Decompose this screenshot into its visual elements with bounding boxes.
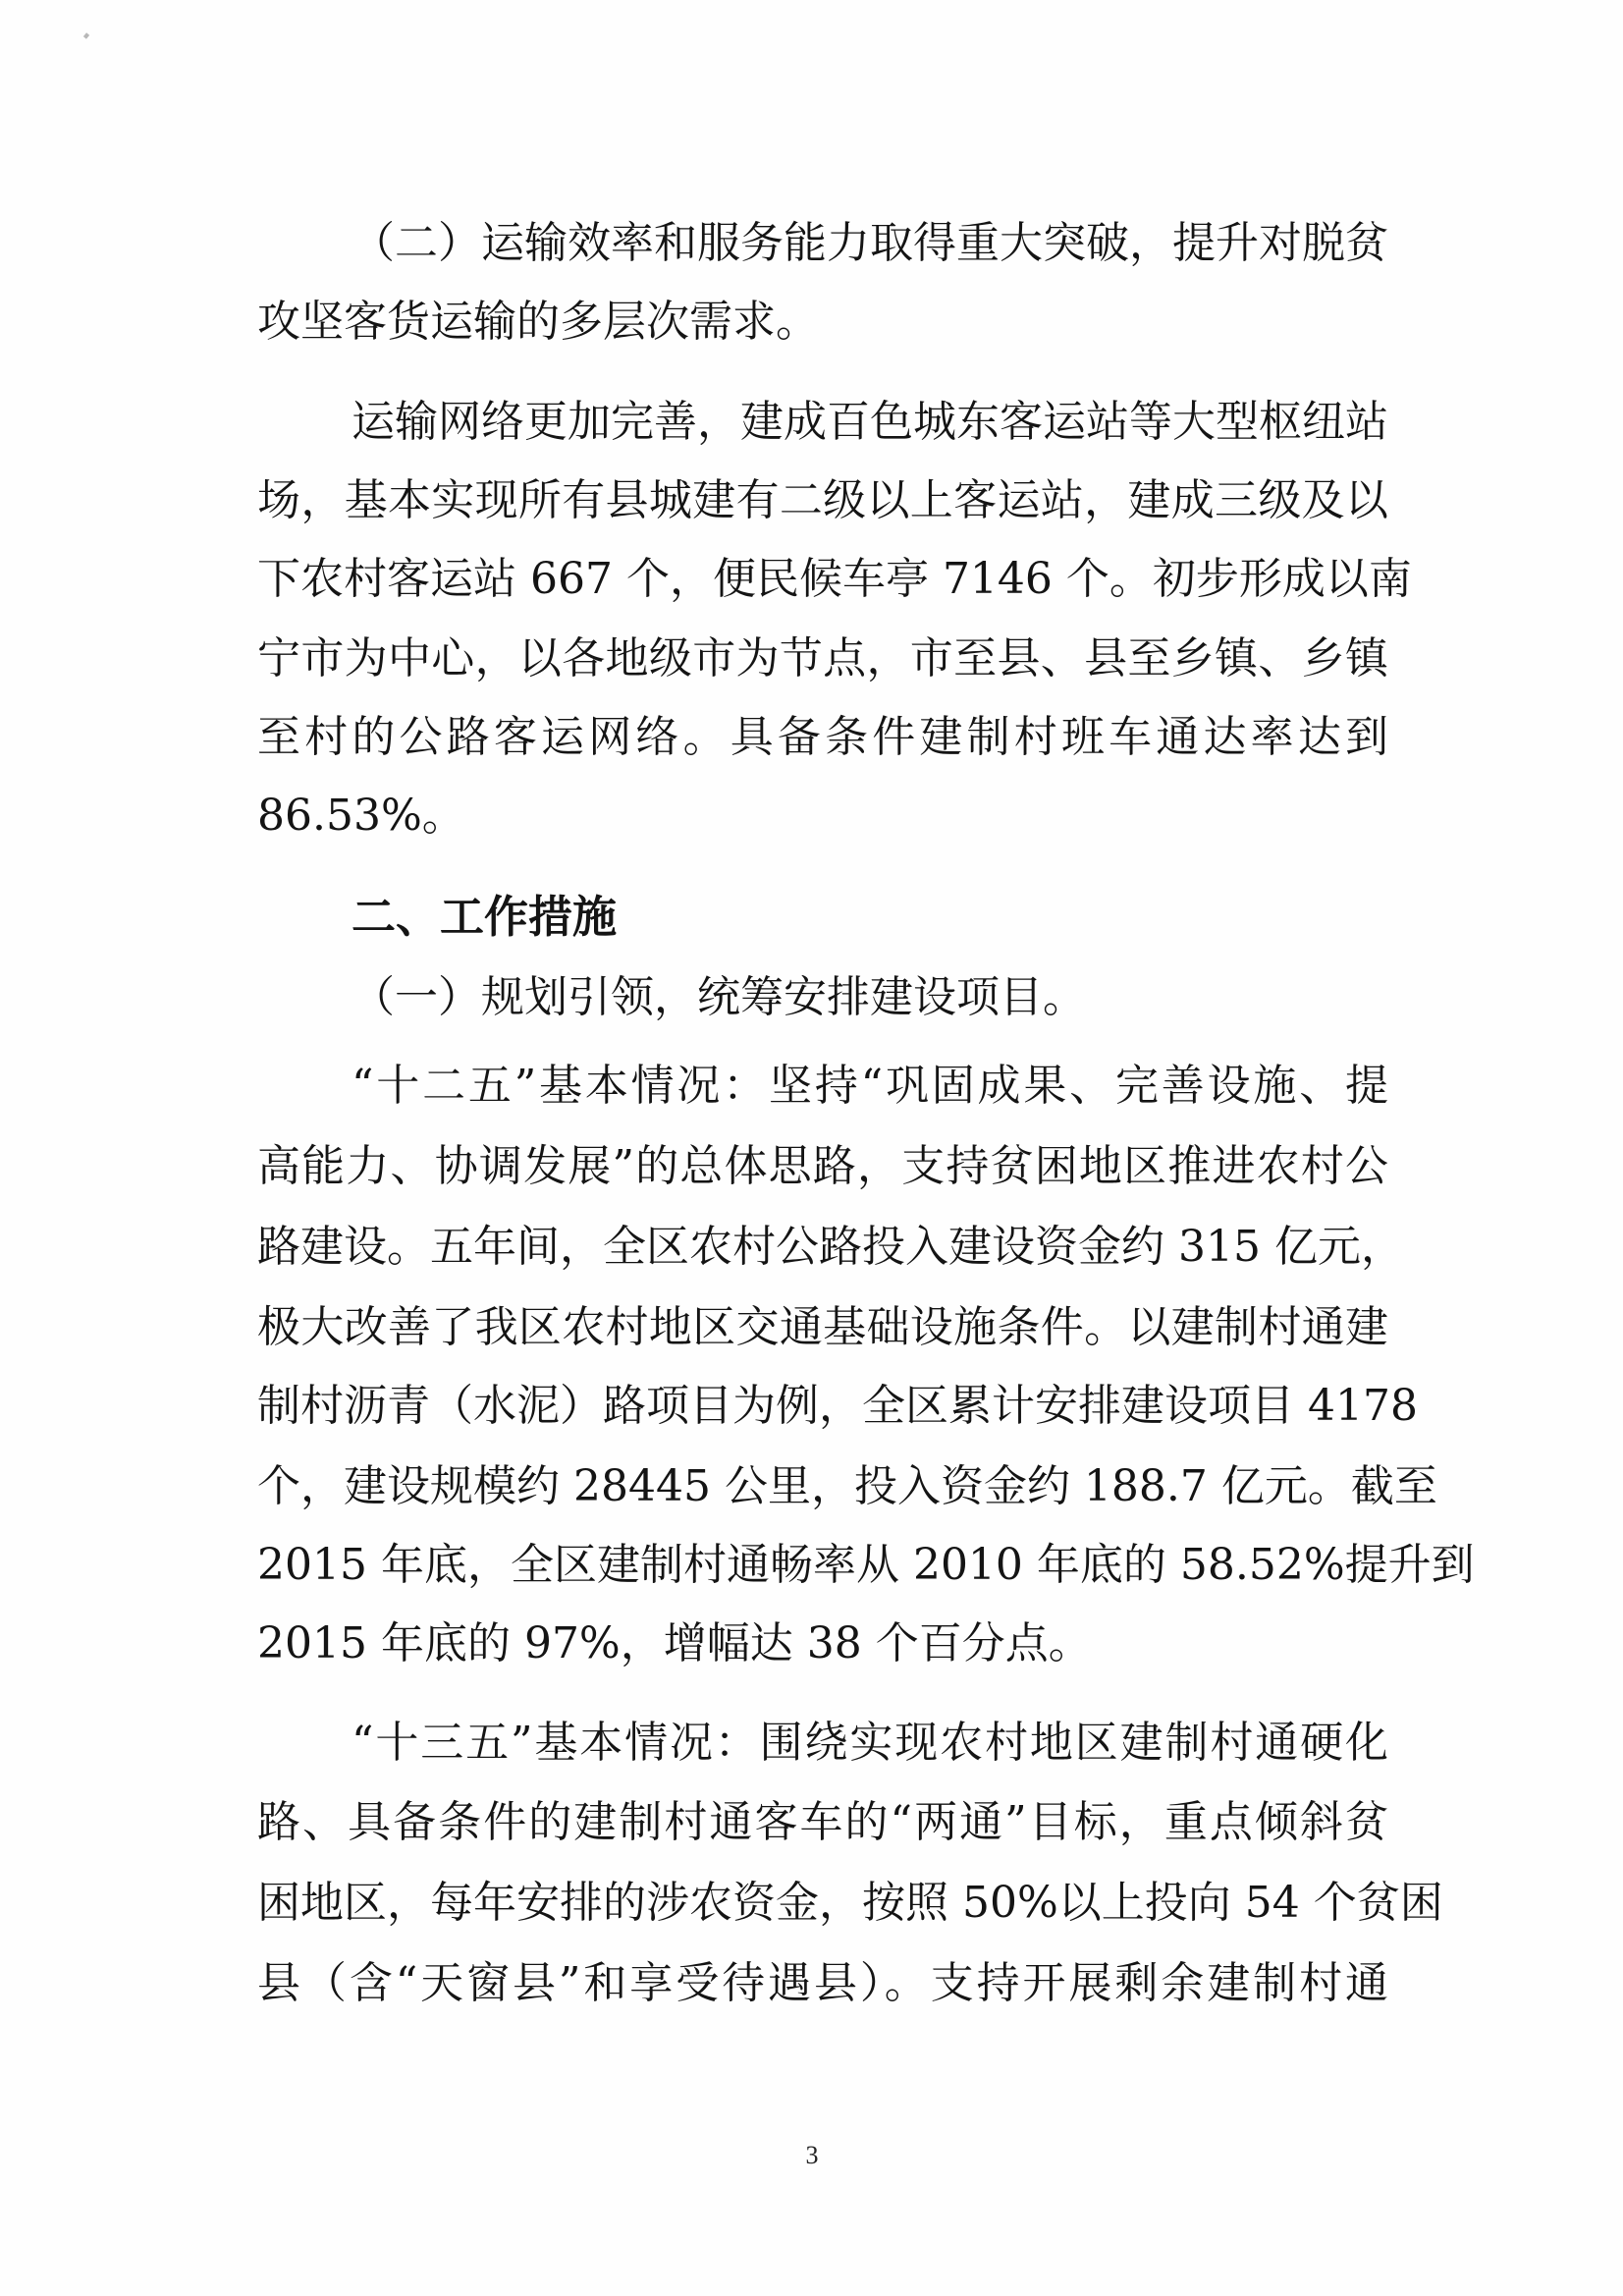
paragraph-line: 86.53%。 (257, 791, 465, 841)
paragraph-line: 制村沥青（水泥）路项目为例，全区累计安排建设项目 4178 (257, 1381, 1418, 1431)
paragraph-line: “十二五”基本情况：坚持“巩固成果、完善设施、提 (352, 1061, 1388, 1111)
paragraph-line: 2015 年底的 97%，增幅达 38 个百分点。 (257, 1618, 1092, 1668)
paragraph-line: 路、具备条件的建制村通客车的“两通”目标，重点倾斜贫 (257, 1797, 1388, 1847)
paragraph-line: “十三五”基本情况：围绕实现农村地区建制村通硬化 (352, 1718, 1388, 1768)
paragraph-line: 宁市为中心，以各地级市为节点，市至县、县至乡镇、乡镇 (257, 633, 1388, 683)
paragraph-line: 个，建设规模约 28445 公里，投入资金约 188.7 亿元。截至 (257, 1461, 1437, 1511)
paragraph-line: 运输网络更加完善，建成百色城东客运站等大型枢纽站 (352, 397, 1388, 447)
section-heading-work-measures: 二、工作措施 (352, 891, 618, 943)
paragraph-line: 下农村客运站 667 个，便民候车亭 7146 个。初步形成以南 (257, 554, 1412, 604)
paragraph-line: 攻坚客货运输的多层次需求。 (257, 297, 819, 347)
paragraph-line: 高能力、协调发展”的总体思路，支持贫困地区推进农村公 (257, 1141, 1388, 1191)
scan-speck (83, 32, 89, 38)
paragraph-line: 县（含“天窗县”和享受待遇县）。支持开展剩余建制村通 (257, 1958, 1388, 2008)
paragraph-line: 极大改善了我区农村地区交通基础设施条件。以建制村通建 (257, 1302, 1388, 1352)
paragraph-line: 路建设。五年间，全区农村公路投入建设资金约 315 亿元， (257, 1222, 1404, 1272)
paragraph-line: 场，基本实现所有县城建有二级以上客运站，建成三级及以 (257, 475, 1388, 525)
paragraph-line: 至村的公路客运网络。具备条件建制村班车通达率达到 (257, 712, 1388, 762)
section-subheading-1: （一）规划引领，统筹安排建设项目。 (352, 972, 1086, 1022)
paragraph-line: 2015 年底，全区建制村通畅率从 2010 年底的 58.52%提升到 (257, 1540, 1475, 1590)
paragraph-line: 困地区，每年安排的涉农资金，按照 50%以上投向 54 个贫困 (257, 1878, 1443, 1928)
page-number: 3 (805, 2141, 819, 2169)
section-subheading-2: （二）运输效率和服务能力取得重大突破，提升对脱贫 (352, 218, 1388, 268)
